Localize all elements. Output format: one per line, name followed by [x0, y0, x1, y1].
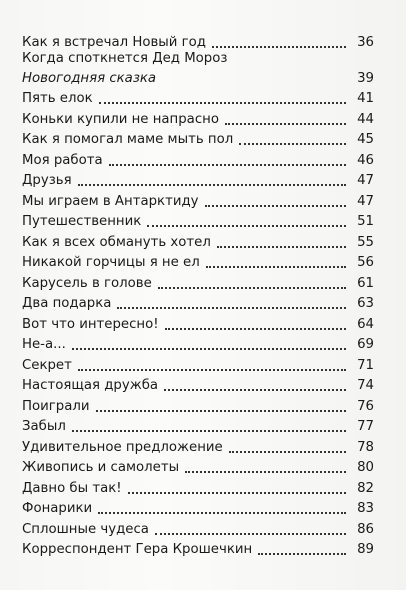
toc-entry [22, 476, 374, 497]
toc-entry-page-number: 47 [357, 193, 374, 209]
toc-entry-title: Удивительное предложение [22, 439, 223, 455]
dot-leader [205, 203, 346, 207]
toc-entry-title: Никакой горчицы я не ел [22, 255, 200, 270]
toc-entry-page-number: 82 [357, 480, 374, 496]
toc-entry [22, 51, 374, 87]
toc-entry-page-number: 77 [357, 419, 374, 434]
toc-entry-title: Как я встречал Новый год [22, 34, 206, 50]
dot-leader [185, 469, 346, 473]
toc-entry-title: Давно бы так! [22, 480, 122, 496]
toc-entry [22, 251, 374, 272]
dot-leader [99, 100, 346, 104]
dot-leader [98, 510, 346, 514]
toc-entry [22, 312, 374, 333]
toc-entry [22, 353, 374, 374]
dot-leader [78, 367, 346, 371]
toc-entry-page-number: 71 [357, 357, 374, 373]
toc-entry-subtitle: Новогодняя сказка [22, 70, 157, 86]
toc-entry-page-number: 80 [357, 460, 374, 475]
toc-entry-page-number: 74 [357, 378, 374, 393]
toc-entry [22, 538, 374, 559]
toc-entry [22, 169, 374, 190]
table-of-contents [22, 30, 374, 558]
toc-entry-title: Фонарики [22, 501, 93, 516]
toc-entry [22, 107, 374, 128]
dot-leader [164, 387, 346, 391]
toc-entry-title: Не-а... [22, 337, 66, 352]
dot-leader [109, 162, 346, 166]
dot-leader [155, 531, 346, 535]
dot-leader [78, 182, 346, 186]
toc-entry-title: Секрет [22, 357, 72, 373]
dot-leader [212, 44, 346, 48]
toc-entry-title: Друзья [22, 173, 72, 188]
toc-entry-page-number: 61 [357, 275, 374, 291]
toc-entry-title: Корреспондент Гера Крошечкин [22, 542, 253, 557]
toc-entry [22, 497, 374, 518]
dot-leader [147, 223, 346, 227]
toc-entry-page-number: 83 [357, 501, 374, 516]
dot-leader [225, 121, 346, 125]
toc-entry [22, 230, 374, 251]
toc-entry-page-number: 64 [357, 316, 374, 332]
dot-leader [258, 551, 346, 555]
toc-entry-title: Путешественник [22, 214, 142, 229]
dot-leader [158, 285, 346, 289]
toc-entry [22, 415, 374, 436]
toc-entry-title: Мы играем в Антарктиду [22, 193, 199, 209]
dot-leader [165, 326, 346, 330]
toc-entry-page-number: 78 [357, 439, 374, 455]
toc-entry [22, 30, 374, 51]
toc-entry-title: Вот что интересно! [22, 316, 159, 332]
toc-entry [22, 189, 374, 210]
toc-entry-title: Настоящая дружба [22, 378, 159, 393]
toc-entry [22, 210, 374, 231]
toc-entry [22, 374, 374, 395]
dot-leader [96, 408, 347, 412]
toc-entry [22, 292, 374, 313]
toc-entry-title: Живопись и самолеты [22, 460, 180, 475]
dot-leader [239, 141, 346, 145]
toc-entry [22, 435, 374, 456]
dot-leader [229, 449, 346, 453]
toc-entry-title: Два подарка [22, 296, 112, 311]
toc-entry [22, 456, 374, 477]
dot-leader [217, 244, 346, 248]
toc-entry-title: Пять елок [22, 91, 93, 106]
toc-entry [22, 271, 374, 292]
toc-entry-title: Как я помогал маме мыть пол [22, 132, 234, 147]
dot-leader [128, 490, 346, 494]
dot-leader [206, 264, 346, 268]
dot-leader [117, 305, 346, 309]
toc-entry-page-number: 47 [357, 173, 374, 188]
toc-entry-page-number: 63 [357, 296, 374, 311]
toc-entry-page-number: 41 [357, 91, 374, 106]
toc-entry-title: Моя работа [22, 152, 103, 168]
toc-entry-title: Забыл [22, 419, 66, 434]
dot-leader [162, 82, 346, 84]
toc-entry-page-number: 76 [357, 398, 374, 414]
dot-leader [72, 428, 346, 432]
toc-entry-page-number: 89 [357, 542, 374, 557]
toc-entry-title: Как я всех обмануть хотел [22, 234, 211, 250]
toc-entry [22, 87, 374, 108]
toc-entry-title: Карусель в голове [22, 275, 152, 291]
toc-entry-page-number: 36 [357, 34, 374, 50]
toc-entry-title: Когда споткнется Дед Мороз [22, 50, 228, 66]
toc-entry-page-number: 39 [357, 70, 374, 86]
toc-entry-page-number: 86 [357, 521, 374, 537]
toc-entry-title: Сплошные чудеса [22, 521, 149, 537]
toc-entry [22, 394, 374, 415]
toc-entry-page-number: 51 [357, 214, 374, 229]
toc-entry-page-number: 69 [357, 337, 374, 352]
toc-entry [22, 517, 374, 538]
toc-entry [22, 333, 374, 354]
toc-entry-title: Поиграли [22, 398, 90, 414]
toc-entry-page-number: 46 [357, 152, 374, 168]
toc-entry-page-number: 55 [357, 234, 374, 250]
toc-entry [22, 128, 374, 149]
toc-entry-page-number: 45 [357, 132, 374, 147]
toc-entry-page-number: 44 [357, 111, 374, 127]
toc-entry [22, 148, 374, 169]
toc-entry-page-number: 56 [357, 255, 374, 270]
toc-entry-title: Коньки купили не напрасно [22, 111, 219, 127]
dot-leader [72, 346, 346, 350]
